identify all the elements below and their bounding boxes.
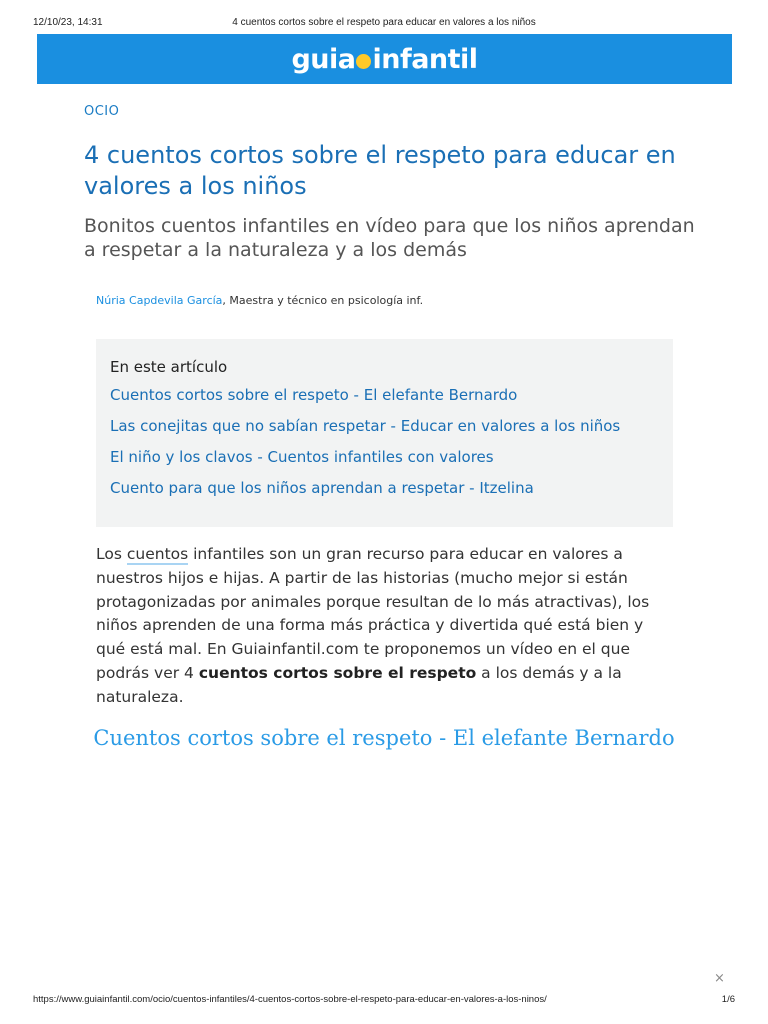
site-banner [37, 34, 732, 84]
toc-item[interactable]: Cuentos cortos sobre el respeto - El elefante Bernardo [110, 386, 518, 404]
byline [96, 294, 423, 307]
article-title: 4 cuentos cortos sobre el respeto para educar en valores a los niños [84, 141, 676, 200]
toc-item[interactable]: Cuento para que los niños aprendan a respetar - Itzelina [110, 479, 534, 497]
table-of-contents [96, 339, 673, 527]
intro-text: a los demás y a la naturaleza. [96, 663, 622, 706]
cuentos-link[interactable]: cuentos [126, 545, 189, 563]
toc-list [110, 385, 620, 509]
print-header [0, 15, 768, 31]
section-heading: Cuentos cortos sobre el respeto - El elefante Bernardo [93, 726, 675, 750]
intro-text: Los [96, 545, 127, 563]
toc-item[interactable]: El niño y los clavos - Cuentos infantiles con valores [110, 448, 494, 466]
print-title: 4 cuentos cortos sobre el respeto para educar en valores a los niños [232, 17, 536, 28]
site-logo[interactable] [291, 44, 477, 75]
toc-heading: En este artículo [110, 358, 228, 376]
logo-dot-icon [356, 54, 371, 69]
logo-text-left: guia [291, 43, 356, 75]
page-number: 1/6 [721, 994, 735, 1005]
toc-item[interactable]: Las conejitas que no sabían respetar - Educar en valores a los niños [110, 417, 621, 435]
print-footer [0, 994, 768, 1008]
section-category-link[interactable]: OCIO [84, 104, 120, 119]
close-icon[interactable]: × [714, 971, 725, 986]
author-role: , Maestra y técnico en psicología inf. [222, 294, 424, 307]
author-link[interactable]: Núria Capdevila García [96, 294, 223, 307]
print-url: https://www.guiainfantil.com/ocio/cuentos-infantiles/4-cuentos-cortos-sobre-el-respeto-para-educar-en-valores-a-los-ninos/ [33, 994, 547, 1005]
print-date: 12/10/23, 14:31 [33, 17, 103, 28]
logo-text-right: infantil [372, 43, 478, 75]
article-subtitle: Bonitos cuentos infantiles en vídeo para que los niños aprendan a respetar a la naturaleza y a los demás [84, 215, 695, 261]
intro-bold-text: cuentos cortos sobre el respeto [198, 663, 477, 682]
intro-text: infantiles son un gran recurso para educar en valores a nuestros hijos e hijas. A partir de las historias (mucho mejor si están protagonizadas por animales porque resultan de lo más atractivas), los niños aprenden de una forma más práctica y divertida qué está bien y qué está mal. En Guiainfantil.com te proponemos un vídeo en el que podrás ver 4 [96, 545, 650, 682]
intro-paragraph [96, 543, 676, 710]
